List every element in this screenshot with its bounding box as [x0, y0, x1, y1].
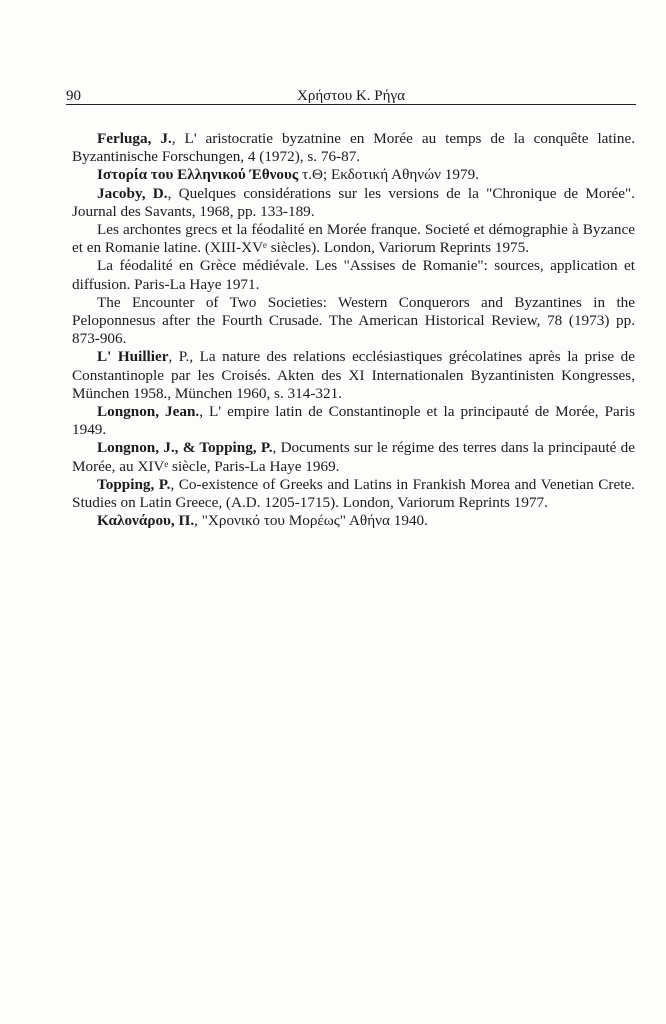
entry-text: The Encounter of Two Societies: Western Conquerors and Byzantines in the Peloponnesus after the Fourth Crusade. The American Historical Review, 78 (1973) pp. 873-906.	[72, 293, 635, 348]
entry-text: , L' aristocratie byzatnine en Morée au temps de la conquête latine. Byzantinische Forschungen, 4 (1972), s. 76-87.	[72, 130, 635, 166]
entry-author: Topping, P.	[97, 475, 171, 493]
header-rule	[66, 104, 636, 105]
entry-author: Ferluga, J.	[97, 130, 172, 147]
bibliography-entry	[72, 257, 635, 293]
bibliography-list	[72, 130, 635, 530]
bibliography-entry	[72, 294, 635, 349]
bibliography-entry	[72, 221, 635, 257]
entry-text: , P., La nature des relations ecclésiastiques grécolatines après la prise de Constantinople par les Croisés. Akten des XI Internationalen Byzantinisten Kongresses, München 1958., München 1960, s. 314-321.	[72, 348, 635, 402]
bibliography-entry	[72, 476, 635, 512]
entry-text: , Co-existence of Greeks and Latins in Frankish Morea and Venetian Crete. Studies on Latin Greece, (A.D. 1205-1715). London, Variorum Reprints 1977.	[72, 475, 635, 512]
bibliography-entry	[72, 439, 635, 475]
entry-text: , "Χρονικό του Μορέως" Αθήνα 1940.	[194, 512, 428, 530]
entry-author: Καλονάρου, Π.	[97, 512, 195, 530]
bibliography-entry	[72, 185, 635, 221]
page-number: 90	[66, 88, 81, 104]
page-header	[66, 86, 636, 106]
bibliography-entry	[72, 166, 635, 184]
bibliography-entry	[72, 130, 635, 166]
entry-text: τ.Θ; Εκδοτική Αθηνών 1979.	[298, 166, 479, 184]
entry-text: , L' empire latin de Constantinople et la principauté de Morée, Paris 1949.	[72, 403, 635, 439]
entry-text: La féodalité en Grèce médiévale. Les "Assises de Romanie": sources, application et diffusion. Paris-La Haye 1971.	[72, 257, 635, 293]
entry-author: Ιστορία του Ελληνικού Έθνους	[97, 166, 299, 184]
entry-author: Longnon, J., & Topping, P.	[97, 439, 273, 457]
bibliography-entry	[72, 512, 635, 530]
entry-author: L' Huillier	[97, 348, 169, 366]
running-head: Χρήστου Κ. Ρήγα	[297, 88, 405, 104]
bibliography-entry	[72, 403, 635, 439]
entry-author: Longnon, Jean.	[97, 403, 200, 421]
bibliography-entry	[72, 348, 635, 403]
entry-text: Les archontes grecs et la féodalité en Morée franque. Societé et démographie à Byzance et en Romanie latine. (XIII-XVᵉ siècles). London, Variorum Reprints 1975.	[72, 221, 635, 257]
entry-text: , Quelques considérations sur les versions de la "Chronique de Morée". Journal des Savants, 1968, pp. 133-189.	[72, 184, 635, 220]
entry-text: , Documents sur le régime des terres dans la principauté de Morée, au XIVᵉ siècle, Paris-La Haye 1969.	[72, 439, 635, 475]
entry-author: Jacoby, D.	[97, 184, 168, 202]
